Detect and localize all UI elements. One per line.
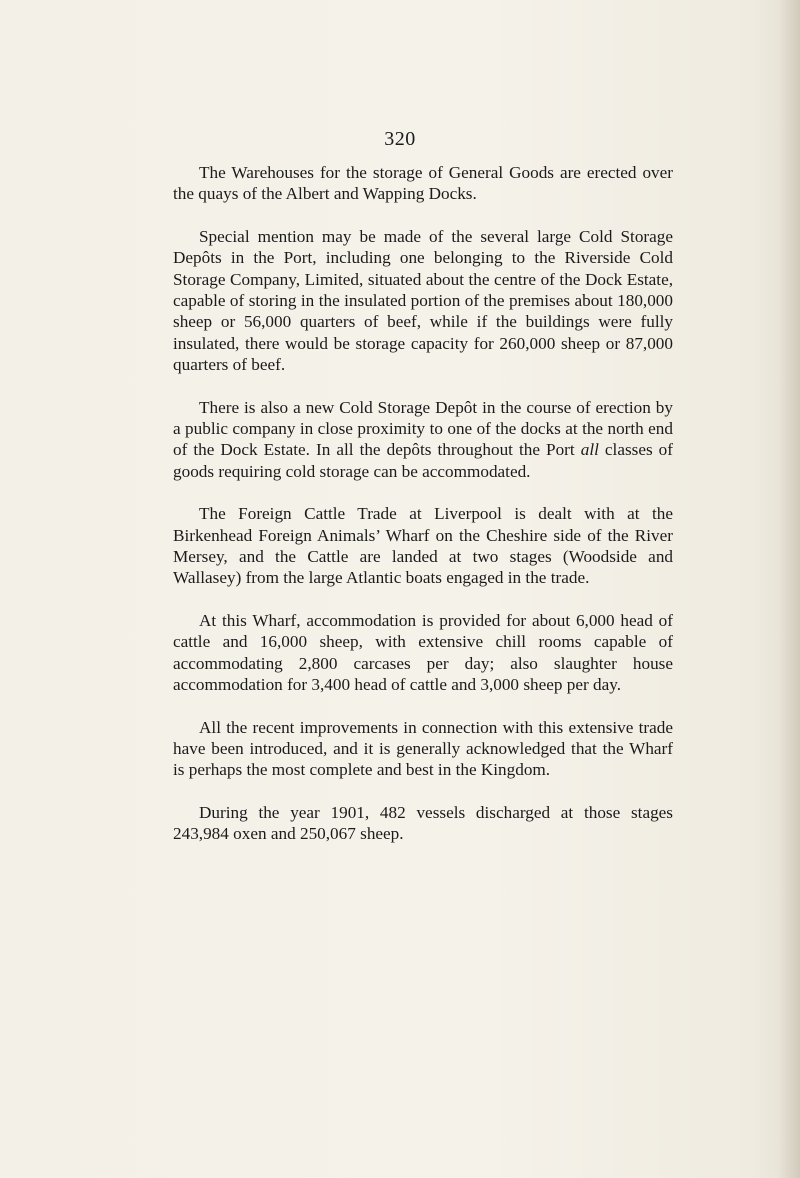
paragraph-cold-storage-depots: Special mention may be made of the several large Cold Storage Depôts in the Port, including one belonging to the Riverside Cold Storage Company, Limited, situated about the centre of the Dock Estate, capable of storing in the insulated portion of the premises about 180,000 sheep or 56,000 quarters of beef, while if the buildings were fully insulated, there would be storage capacity for 260,000 sheep or 87,000 quarters of beef. (173, 227, 673, 374)
paragraph-warehouses: The Warehouses for the storage of General Goods are erected over the quays of the Albert and Wapping Docks. (173, 163, 673, 204)
page-number: 320 (384, 128, 416, 150)
paragraph-new-depot-text-end: classes of goods requiring cold storage can be accommodated. (173, 440, 673, 481)
page-edge-shadow (778, 0, 800, 1178)
paragraph-improvements: All the recent improvements in connection with this extensive trade have been introduced, and it is generally acknowledged that the Wharf is perhaps the most complete and best in the Kingdom. (173, 717, 673, 780)
emphasis-all: all (580, 440, 599, 460)
paragraph-foreign-cattle-trade: The Foreign Cattle Trade at Liverpool is dealt with at the Birkenhead Foreign Animals’ Wharf on the Cheshire side of the River Mersey, and the Cattle are landed at two stages (Woodside and Wallasey) from the large Atlantic boats engaged in the trade. (173, 504, 673, 588)
paragraph-new-depot (173, 397, 673, 482)
body-text (173, 162, 673, 845)
paragraph-year-1901: During the year 1901, 482 vessels discharged at those stages 243,984 oxen and 250,067 sheep. (173, 803, 673, 844)
paragraph-wharf-accommodation: At this Wharf, accommodation is provided for about 6,000 head of cattle and 16,000 sheep, with extensive chill rooms capable of accommodating 2,800 carcases per day; also slaughter house accommodation for 3,400 head of cattle and 3,000 sheep per day. (173, 611, 673, 694)
paragraph-new-depot-text: There is also a new Cold Storage Depôt in the course of erection by a public company in close proximity to one of the docks at the north end of the Dock Estate. In all the depôts throughout the Port (173, 397, 673, 460)
